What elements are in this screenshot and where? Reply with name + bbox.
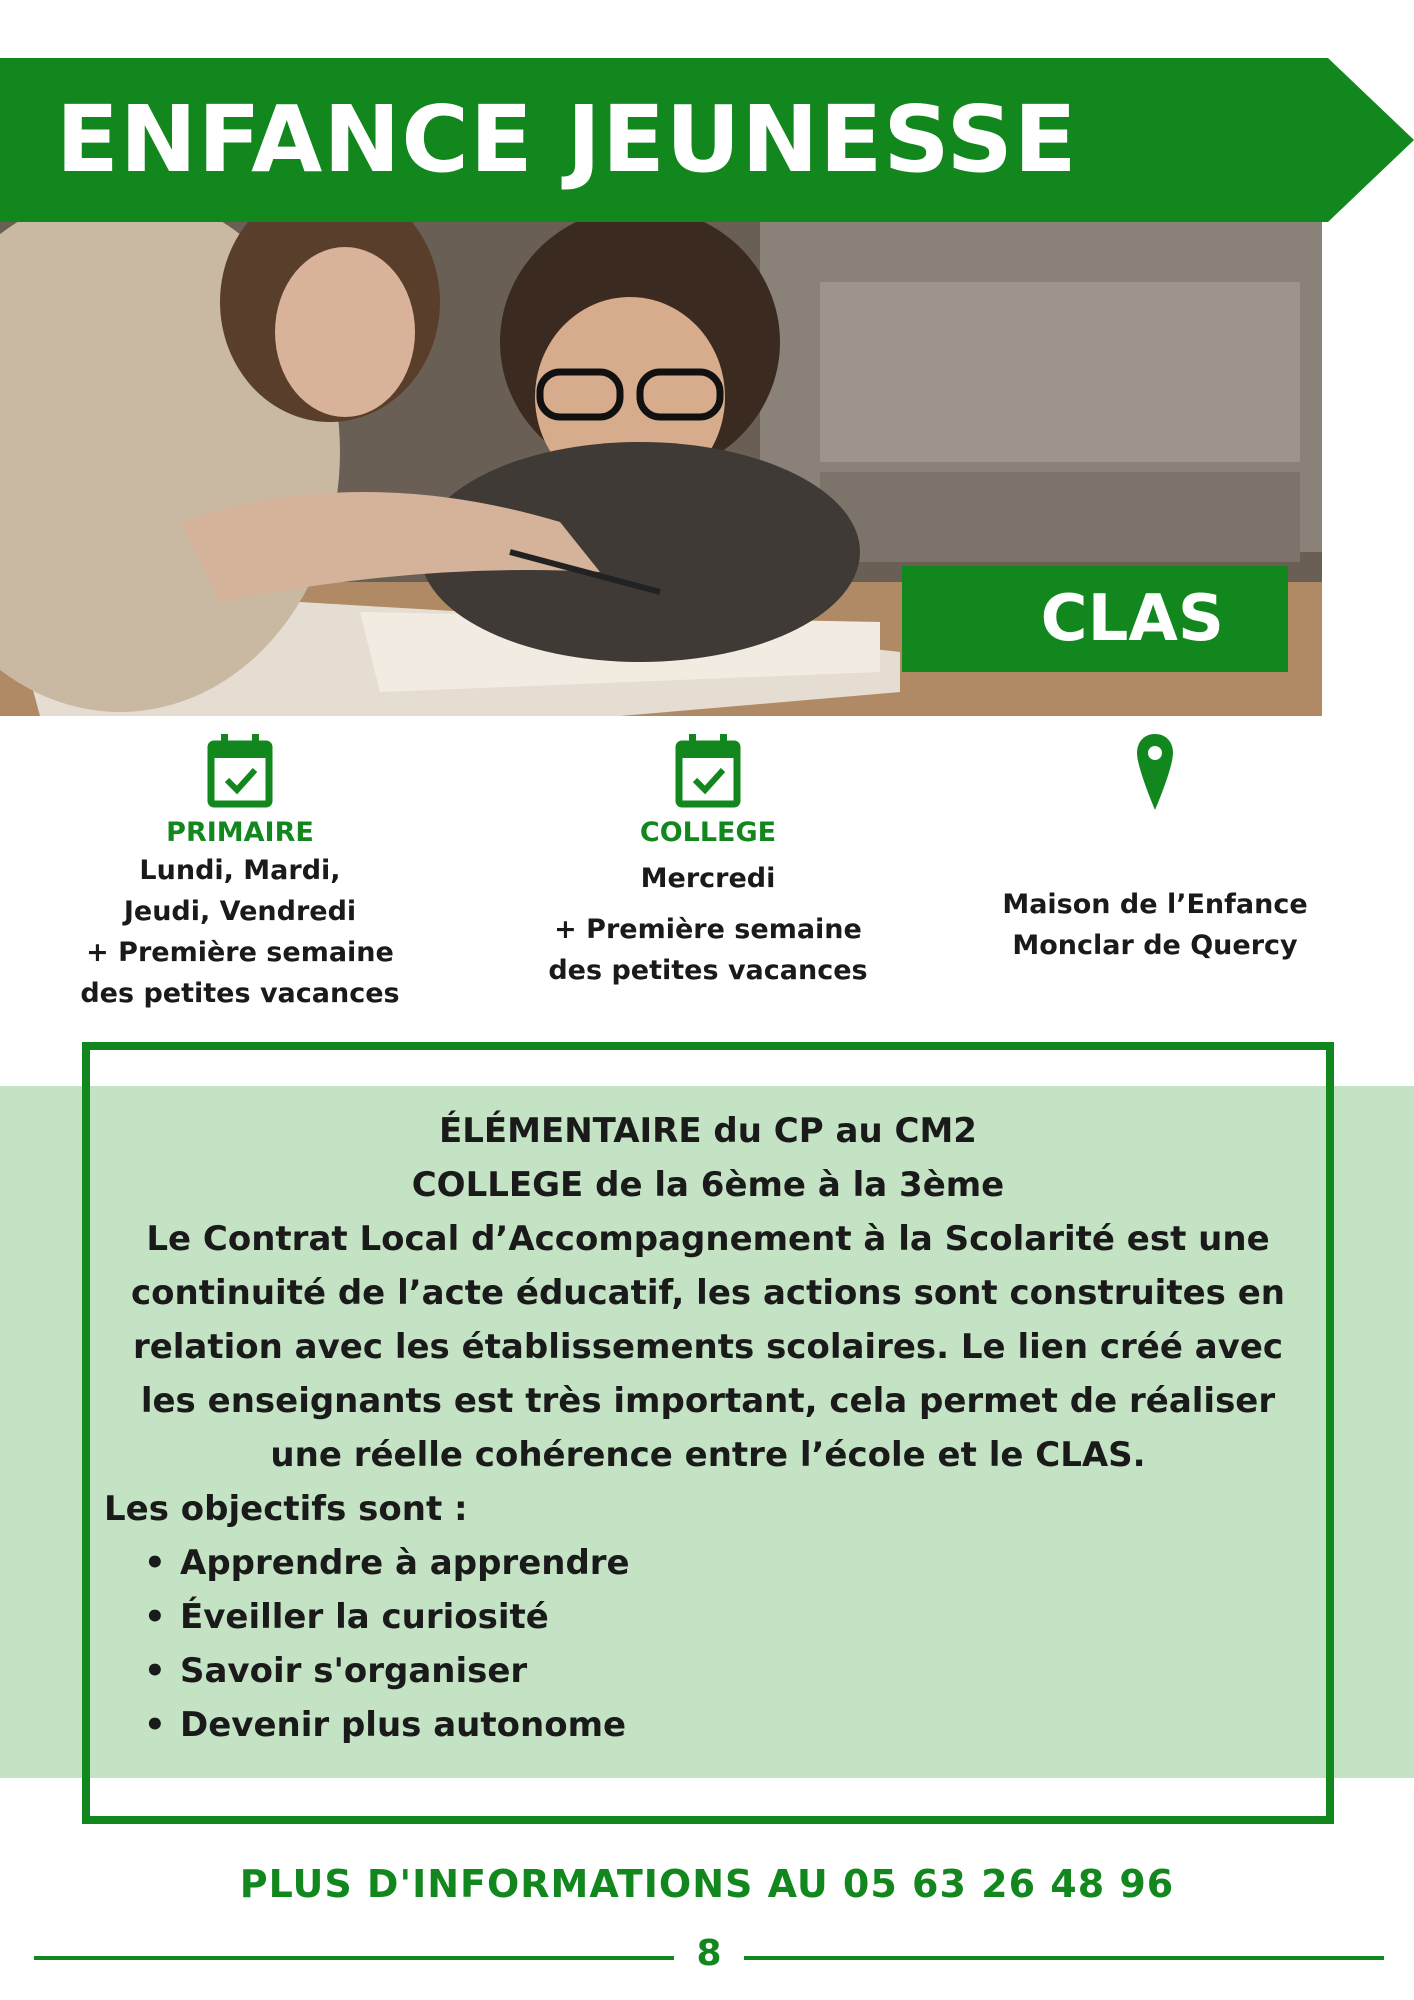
location-line2: Monclar de Quercy	[1012, 930, 1298, 961]
level-college: COLLEGE de la 6ème à la 3ème	[411, 1165, 1005, 1205]
page-title: ENFANCE JEUNESSE	[56, 86, 1078, 193]
location-line1: Maison de l’Enfance	[1002, 889, 1308, 920]
list-item: • Devenir plus autonome	[140, 1698, 1312, 1752]
schedule-holidays-line2: des petites vacances	[548, 955, 868, 986]
schedule-days-line1: Mercredi	[640, 863, 776, 894]
list-item: • Apprendre à apprendre	[140, 1536, 1312, 1590]
level-elementaire: ÉLÉMENTAIRE du CP au CM2	[439, 1111, 977, 1151]
calendar-check-icon	[205, 732, 275, 810]
contact-info: PLUS D'INFORMATIONS AU 05 63 26 48 96	[239, 1862, 1175, 1906]
objectives-intro: Les objectifs sont :	[104, 1489, 468, 1529]
schedule-days-line1: Lundi, Mardi,	[139, 855, 341, 886]
schedule-primaire	[60, 732, 420, 1014]
schedule-heading-primaire: PRIMAIRE	[166, 817, 314, 848]
main-content	[104, 1104, 1312, 1752]
map-pin-icon	[1135, 732, 1175, 812]
objectives-list	[140, 1536, 1312, 1752]
list-item: • Éveiller la curiosité	[140, 1590, 1312, 1644]
schedule-holidays-line2: des petites vacances	[80, 978, 400, 1009]
schedule-days-line2: Jeudi, Vendredi	[123, 896, 357, 927]
schedule-holidays-line1: + Première semaine	[86, 937, 394, 968]
footer-divider-right	[744, 1956, 1384, 1960]
schedule-holidays-line1: + Première semaine	[554, 914, 862, 945]
clas-badge: CLAS	[902, 566, 1288, 672]
list-item: • Savoir s'organiser	[140, 1644, 1312, 1698]
footer-divider-left	[34, 1956, 674, 1960]
description-paragraph: Le Contrat Local d’Accompagnement à la Scolarité est une continuité de l’acte éducatif, les actions sont construites en relation avec les établissements scolaires. Le lien créé avec les enseignants est très important, cela permet de réaliser une réelle cohérence entre l’école et le CLAS.	[131, 1219, 1285, 1475]
calendar-check-icon	[673, 732, 743, 810]
schedule-college	[528, 732, 888, 991]
location	[970, 732, 1340, 966]
schedule-heading-college: COLLEGE	[639, 817, 777, 848]
page-number: 8	[696, 1933, 722, 1974]
